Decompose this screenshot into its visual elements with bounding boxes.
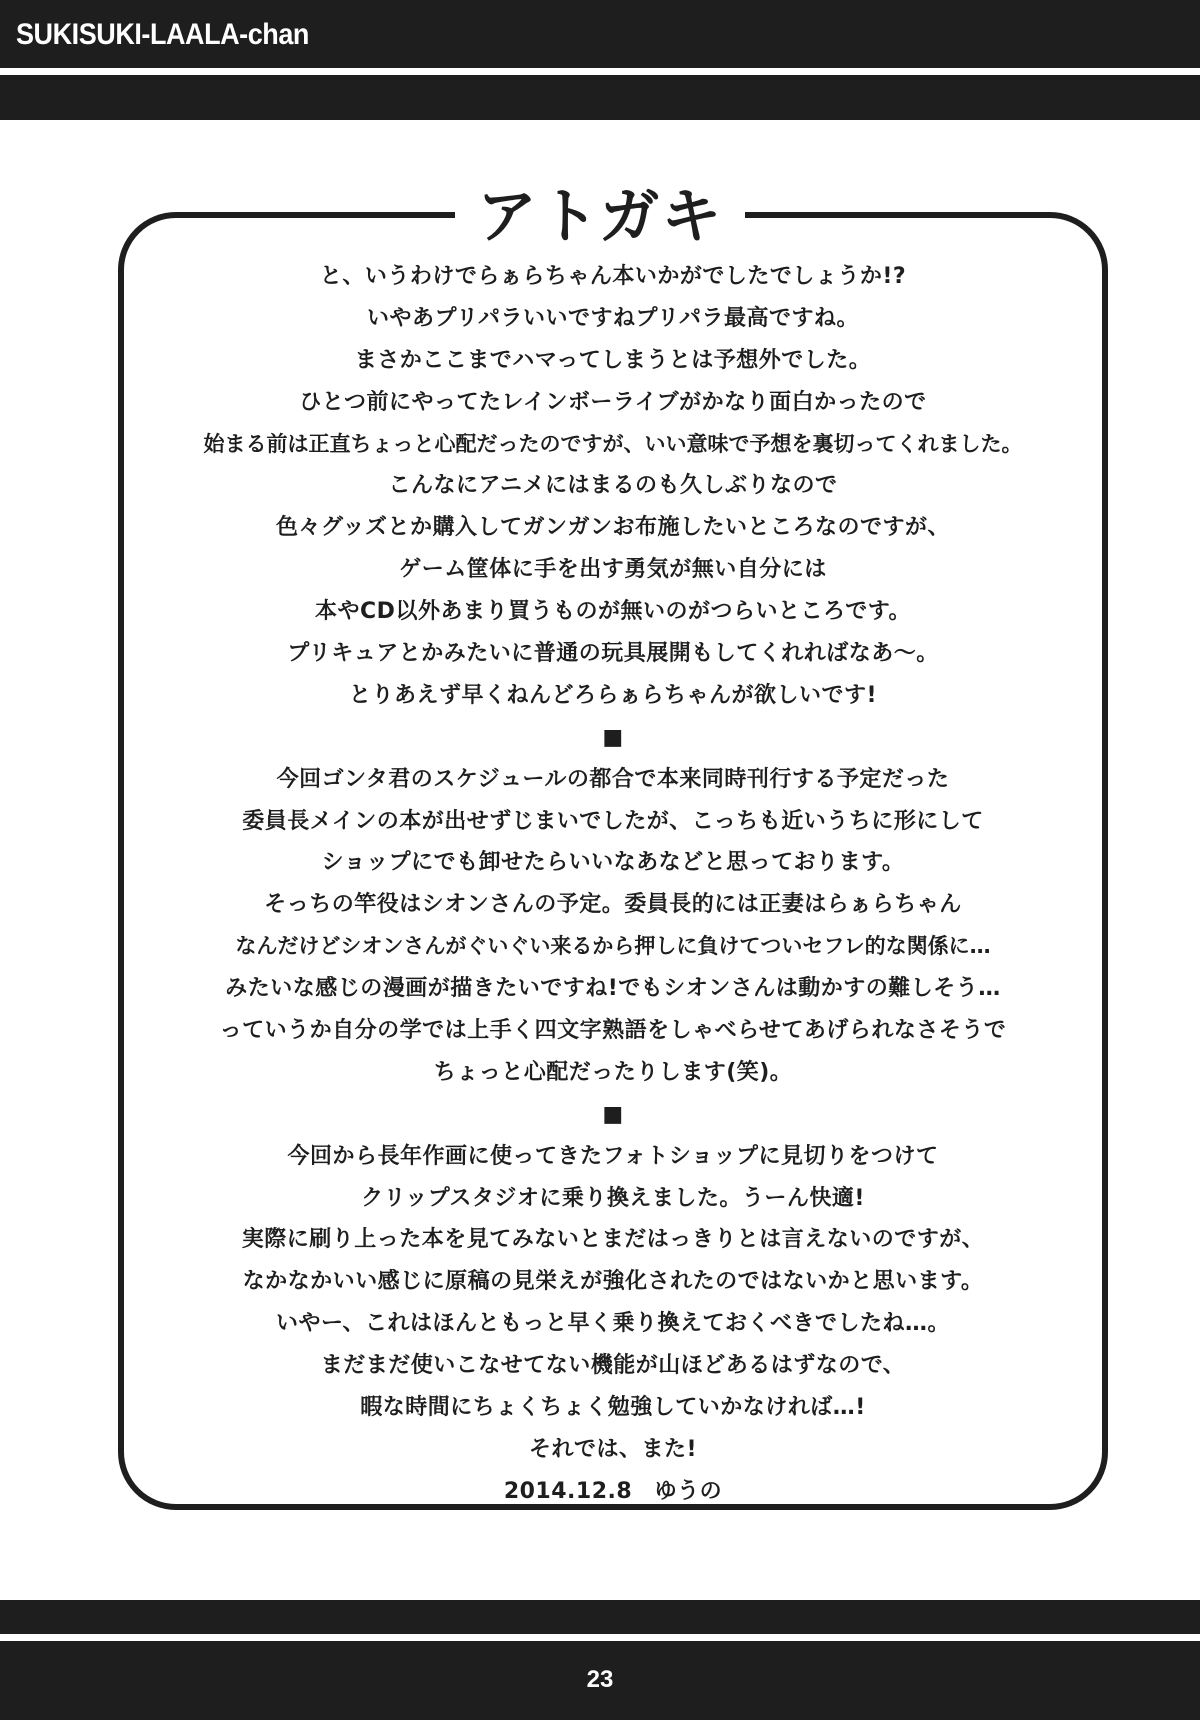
text-line: まさかここまでハマってしまうとは予想外でした。 xyxy=(354,347,872,373)
text-line: クリップスタジオに乗り換えました。うーん快適! xyxy=(361,1185,865,1211)
header-bar xyxy=(0,75,1200,120)
text-line: プリキュアとかみたいに普通の玩具展開もしてくれればなあ〜。 xyxy=(287,641,939,667)
text-line: っていうか自分の学では上手く四文字熟語をしゃべらせてあげられなさそうで xyxy=(219,1018,1007,1044)
header-band xyxy=(0,0,1200,68)
text-line: と、いうわけでらぁらちゃん本いかがでしたでしょうか!? xyxy=(319,264,907,289)
text-line: それでは、また! xyxy=(528,1436,698,1462)
afterword-title-wrap xyxy=(0,182,1200,252)
afterword-body xyxy=(150,256,1076,1513)
text-line: なかなかいい感じに原稿の見栄えが強化されたのではないかと思います。 xyxy=(242,1269,984,1295)
text-line: いやー、これはほんともっと早く乗り換えておくべきでしたね…。 xyxy=(275,1311,951,1337)
text-line: 色々グッズとか購入してガンガンお布施したいところなのですが、 xyxy=(276,515,950,541)
text-line: とりあえず早くねんどろらぁらちゃんが欲しいです! xyxy=(348,682,878,708)
text-line: 暇な時間にちょくちょく勉強していかなければ…! xyxy=(360,1395,866,1421)
afterword-title: アトガキ xyxy=(455,182,745,252)
text-line: こんなにアニメにはまるのも久しぶりなので xyxy=(388,473,838,499)
text-line: そっちの竿役はシオンさんの予定。委員長的には正妻はらぁらちゃん xyxy=(264,892,962,918)
text-line: なんだけどシオンさんがぐいぐい来るから押しに負けてついセフレ的な関係に… xyxy=(235,934,991,959)
text-line: 今回から長年作画に使ってきたフォトショップに見切りをつけて xyxy=(287,1143,939,1169)
text-line: ひとつ前にやってたレインボーライブがかなり面白かったので xyxy=(299,389,927,415)
header-title: SUKISUKI-LAALA-chan xyxy=(16,18,309,51)
text-line: 今回ゴンタ君のスケジュールの都合で本来同時刊行する予定だった xyxy=(276,766,950,792)
text-line: ちょっと心配だったりします(笑)。 xyxy=(433,1059,793,1085)
signature-date: 2014.12.8 ゆうの xyxy=(503,1478,723,1504)
text-line: 委員長メインの本が出せずじまいでしたが、こっちも近いうちに形にして xyxy=(242,808,984,834)
text-line: 本やCD以外あまり買うものが無いのがつらいところです。 xyxy=(315,599,911,625)
text-line: ゲーム筐体に手を出す勇気が無い自分には xyxy=(399,557,827,583)
text-line: 実際に刷り上った本を見てみないとまだはっきりとは言えないのですが、 xyxy=(241,1227,985,1253)
text-line: ショップにでも卸せたらいいなあなどと思っております。 xyxy=(321,850,905,876)
text-line: みたいな感じの漫画が描きたいですね!でもシオンさんは動かすの難しそう… xyxy=(225,976,1001,1002)
page-number: 23 xyxy=(586,1666,614,1693)
footer-rule xyxy=(0,1634,1200,1641)
section-divider: ■ xyxy=(602,724,624,750)
header-rule xyxy=(0,68,1200,75)
text-line: いやあプリパラいいですねプリパラ最高ですね。 xyxy=(367,305,859,331)
text-line: まだまだ使いこなせてない機能が山ほどあるはずなので、 xyxy=(320,1353,906,1379)
section-divider: ■ xyxy=(602,1101,624,1127)
text-line: 始まる前は正直ちょっと心配だったのですが、いい意味で予想を裏切ってくれました。 xyxy=(203,431,1023,456)
footer-bar xyxy=(0,1600,1200,1634)
